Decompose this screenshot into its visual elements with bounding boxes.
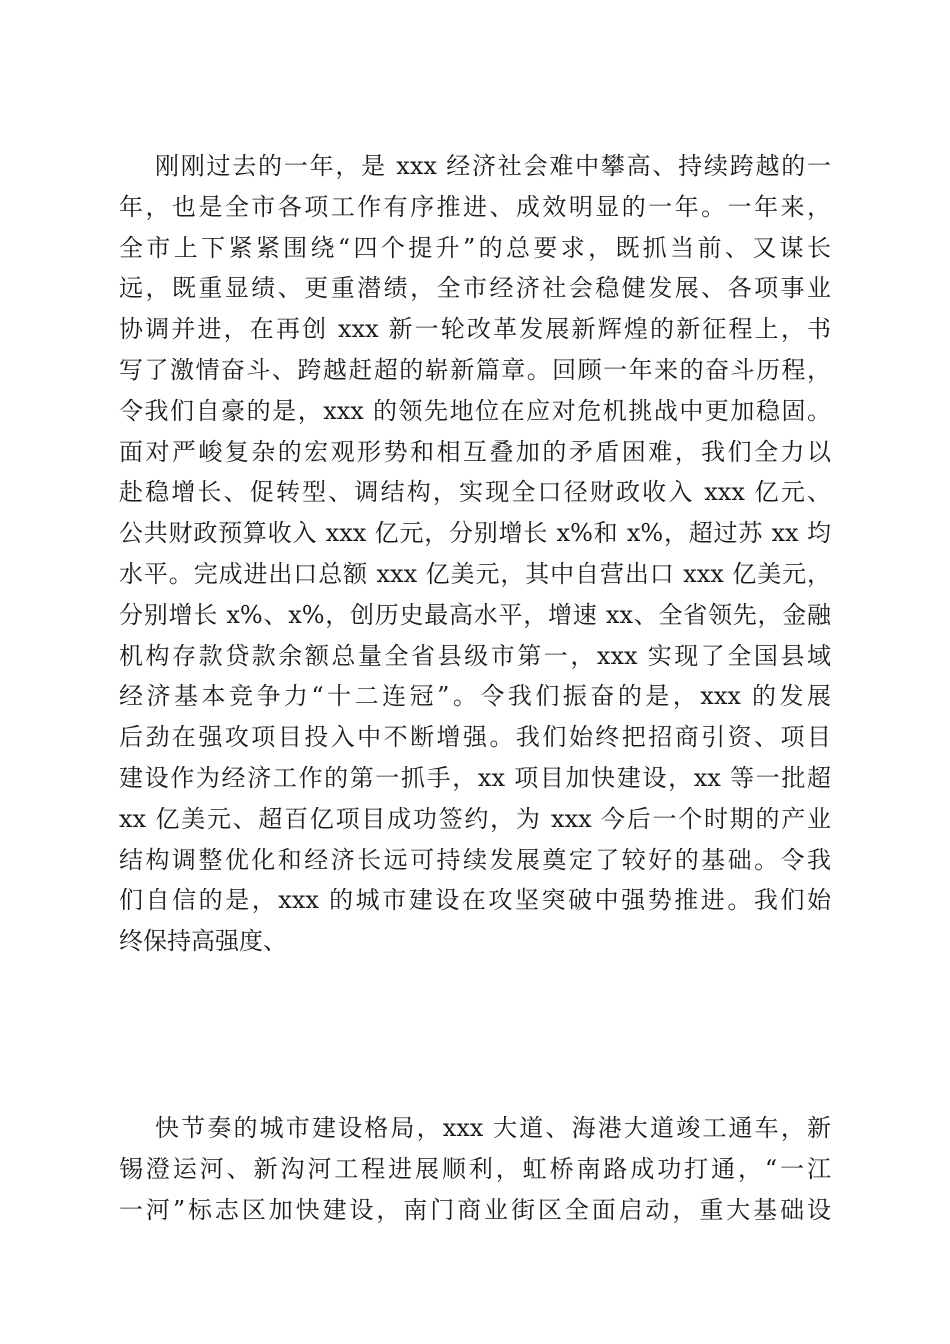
paragraph-line: 协调并进，在再创 xxx 新一轮改革发展新辉煌的新征程上，书 [119,315,831,344]
paragraph-line: 公共财政预算收入 xxx 亿元，分别增长 x%和 x%，超过苏 xx 均 [119,519,831,548]
paragraph-line: 建设作为经济工作的第一抓手，xx 项目加快建设，xx 等一批超 [119,763,831,792]
paragraph-line: 全市上下紧紧围绕“四个提升”的总要求，既抓当前、又谋长 [119,233,831,262]
paragraph-line: 年，也是全市各项工作有序推进、成效明显的一年。一年来， [119,192,831,221]
paragraph-line: 令我们自豪的是，xxx 的领先地位在应对危机挑战中更加稳固。 [119,396,831,425]
paragraph-line: 们自信的是，xxx 的城市建设在攻坚突破中强势推进。我们始 [119,886,831,915]
paragraph-line: xx 亿美元、超百亿项目成功签约，为 xxx 今后一个时期的产业 [119,804,831,833]
paragraph-line: 赴稳增长、促转型、调结构，实现全口径财政收入 xxx 亿元、 [119,478,831,507]
paragraph-line: 分别增长 x%、x%，创历史最高水平，增速 xx、全省领先，金融 [119,600,831,629]
paragraph-line: 经济基本竞争力“十二连冠”。令我们振奋的是，xxx 的发展 [119,682,831,711]
paragraph-line: 机构存款贷款余额总量全省县级市第一，xxx 实现了全国县域 [119,641,831,670]
paragraph-line: 后劲在强攻项目投入中不断增强。我们始终把招商引资、项目 [119,723,831,752]
paragraph-line: 写了激情奋斗、跨越赶超的崭新篇章。回顾一年来的奋斗历程， [119,355,831,384]
paragraph-2 [119,1108,831,1230]
paragraph-line: 面对严峻复杂的宏观形势和相互叠加的矛盾困难，我们全力以 [119,437,831,466]
paragraph-line: 快节奏的城市建设格局，xxx 大道、海港大道竣工通车，新 [155,1114,831,1142]
paragraph-line: 结构调整优化和经济长远可持续发展奠定了较好的基础。令我 [119,845,831,874]
paragraph-line: 终保持高强度、 [119,927,287,956]
paragraph-line: 水平。完成进出口总额 xxx 亿美元，其中自营出口 xxx 亿美元， [119,559,831,588]
paragraph-1 [119,146,831,962]
paragraph-line: 一河”标志区加快建设，南门商业街区全面启动，重大基础设 [119,1195,831,1224]
paragraph-line: 锡澄运河、新沟河工程进展顺利，虹桥南路成功打通，“一江 [119,1154,831,1183]
paragraph-line: 远，既重显绩、更重潜绩，全市经济社会稳健发展、各项事业 [119,274,831,303]
paragraph-line: 刚刚过去的一年，是 xxx 经济社会难中攀高、持续跨越的一 [155,152,831,180]
